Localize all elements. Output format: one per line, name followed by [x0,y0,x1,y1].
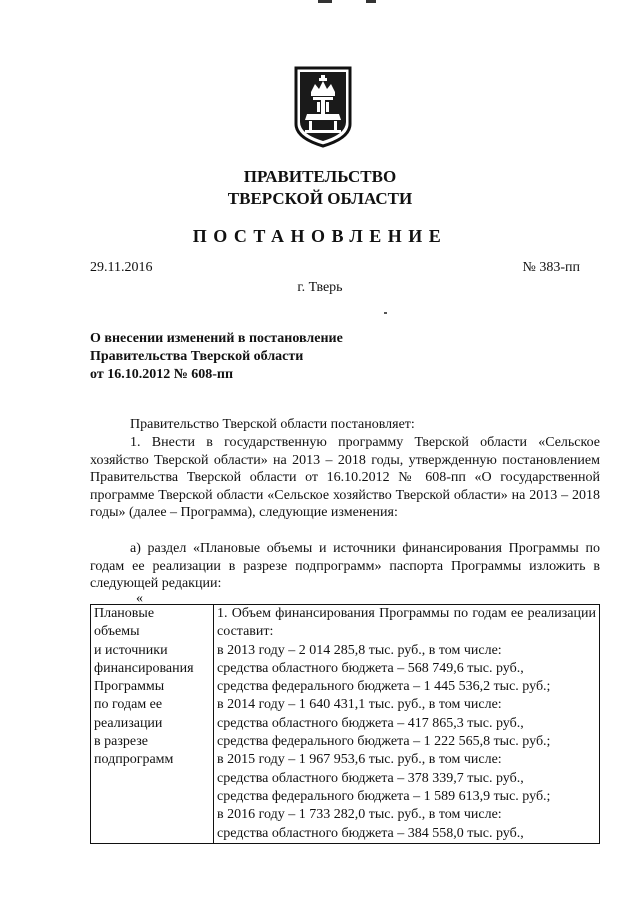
label-line: подпрограмм [94,752,174,768]
resolution-item-1: 1. Внести в государственную программу Тверской области «Сельское хозяйство Тверской области» на 2013 – 2018 годы, утвержденную постановлением Правительства Тверской области от 16.10.2012 № 608-пп «О государственной программе Тверской области «Сельское хозяйство Тверской области» на 2013 – 2018 годы» (далее – Программа), следующие изменения: [90,435,600,520]
government-title-line2: ТВЕРСКОЙ ОБЛАСТИ [227,189,413,208]
table-row [91,605,600,844]
financing-intro: 1. Объем финансирования Программы по годам ее реализации составит: [217,606,596,640]
subject-line3: от 16.10.2012 № 608-пп [90,367,234,382]
financing-line: средства областного бюджета – 384 558,0 тыс. руб., [217,825,524,841]
label-line: и источники [94,642,168,658]
resolution-intro: Правительство Тверской области постановляет: [130,417,415,432]
label-line: финансирования [94,660,194,676]
opening-quote-mark: « [136,591,143,606]
document-city: г. Тверь [297,280,343,295]
label-line: Программы [94,679,165,695]
document-date: 29.11.2016 [90,260,153,275]
financing-table [90,604,600,844]
subject-line1: О внесении изменений в постановление [90,331,343,346]
financing-line: средства областного бюджета – 417 865,3 тыс. руб., [217,715,524,731]
document-type-heading: ПОСТАНОВЛЕНИЕ [192,226,448,246]
label-line: Плановые [94,606,155,621]
label-line: в разрезе [94,734,148,750]
document-subject [90,330,343,384]
label-line: реализации [94,715,163,731]
scan-mark [318,0,332,3]
table-cell-content [214,605,600,844]
financing-line: в 2016 году – 1 733 282,0 тыс. руб., в том числе: [217,807,502,823]
financing-line: средства областного бюджета – 378 339,7 тыс. руб., [217,770,524,786]
label-line: объемы [94,624,140,640]
government-title-line1: ПРАВИТЕЛЬСТВО [243,167,397,186]
resolution-item-a: а) раздел «Плановые объемы и источники финансирования Программы по годам ее реализации в разрезе подпрограмм» паспорта Программы изложить в следующей редакции: [90,541,600,591]
financing-line: средства федерального бюджета – 1 589 613,9 тыс. руб.; [217,788,551,804]
subject-line2: Правительства Тверской области [90,349,304,364]
financing-line: средства федерального бюджета – 1 445 536,2 тыс. руб.; [217,679,551,695]
financing-line: средства федерального бюджета – 1 222 565,8 тыс. руб.; [217,734,551,750]
label-line: по годам ее [94,697,163,713]
financing-line: в 2014 году – 1 640 431,1 тыс. руб., в том числе: [217,697,502,713]
financing-line: в 2015 году – 1 967 953,6 тыс. руб., в том числе: [217,752,502,768]
financing-line: средства областного бюджета – 568 749,6 тыс. руб., [217,660,524,676]
scan-dot [384,312,387,314]
scan-mark [366,0,376,3]
table-cell-label [91,605,214,844]
tver-coat-of-arms-icon [293,66,353,148]
financing-line: в 2013 году – 2 014 285,8 тыс. руб., в том числе: [217,642,502,658]
document-number: № 383-пп [522,260,580,275]
